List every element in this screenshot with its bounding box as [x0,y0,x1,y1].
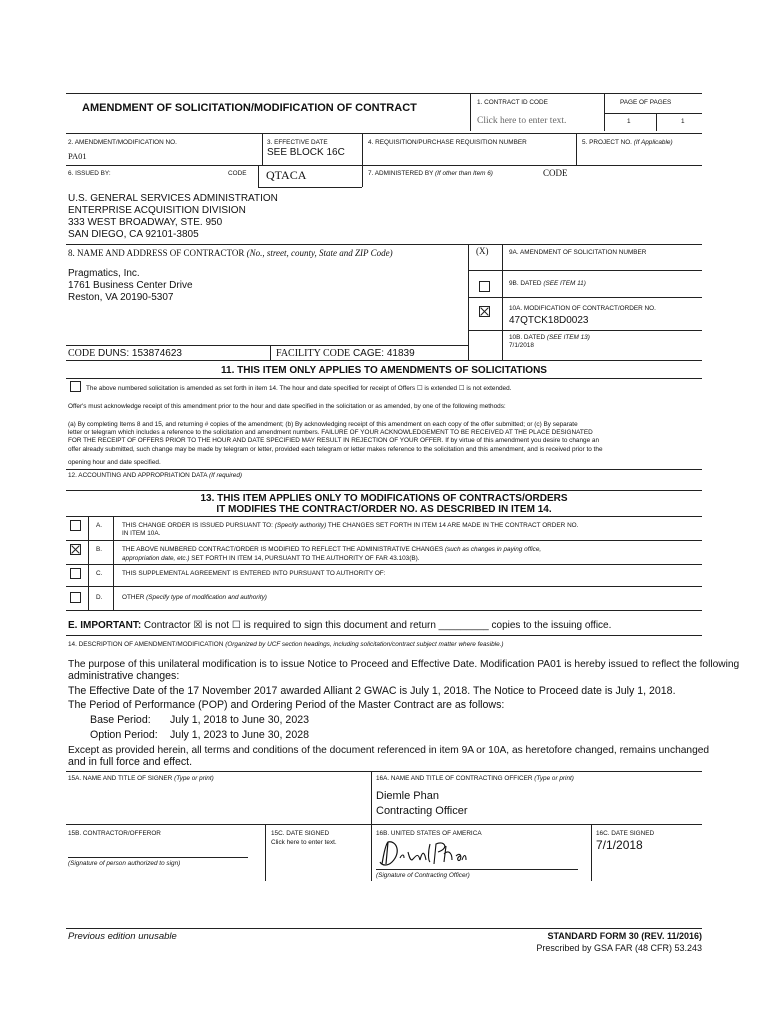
desc-para-2: The Effective Date of the 17 November 2017 awarded Alliant 2 GWAC is July 1, 2018. The Notice to Proceed date is July 1, 2018. [68,685,676,697]
desc-para-1a: The purpose of this unilateral modification is to issue Notice to Proceed and Effective Date. Modification PA01 is hereby issued to reflect the following [68,659,740,670]
item-16b-label: 16B. UNITED STATES OF AMERICA [376,830,482,837]
footer-prescribed-by: Prescribed by GSA FAR (48 CFR) 53.243 [536,943,702,953]
option-period-label: Option Period: [90,729,158,741]
duns-value: DUNS: 153874623 [98,348,182,359]
item-13b-letter: B. [96,546,103,553]
issued-by-label: 6. ISSUED BY: [68,170,111,177]
item-9b-text: 9B. DATED [509,280,542,287]
date-signed-field[interactable]: Click here to enter text. [271,839,337,846]
item-10a-label: 10A. MODIFICATION OF CONTRACT/ORDER NO. [509,305,656,312]
base-period-value: July 1, 2018 to June 30, 2023 [170,714,310,726]
section-11-line-1: The above numbered solicitation is amended as set forth in item 14. The hour and date specified for receipt of Offers ☐ is extended ☐ is not extended. [86,385,512,392]
option-period-value: July 1, 2023 to June 30, 2028 [170,729,310,741]
desc-para-3: The Period of Performance (POP) and Ordering Period of the Master Contract are as follows: [68,699,505,711]
section-11-para-2: letter or telegram which includes a reference to the solicitation and amendment numbers. FAILURE OF YOUR ACKNOWLEDGEMENT TO BE RECEIVED AT THE PLACE DESIGNATED [68,429,593,436]
item-16a-label [376,775,574,783]
item-13a-text-2: THE CHANGES SET FORTH IN ITEM 14 ARE MADE IN THE CONTRACT ORDER NO. [326,522,579,529]
item-16a-note: (Type or print) [534,775,574,782]
item-12-label [68,472,242,480]
item-13a-checkbox[interactable] [70,520,81,531]
officer-title: Contracting Officer [376,805,468,817]
item-10b-label [509,334,590,342]
contractor-line-1: Pragmatics, Inc. [68,268,140,279]
item-13b-text [122,546,541,554]
item-12-text: 12. ACCOUNTING AND APPROPRIATION DATA [68,472,208,479]
item-14-text: 14. DESCRIPTION OF AMENDMENT/MODIFICATION [68,641,224,648]
item-16a-text: 16A. NAME AND TITLE OF CONTRACTING OFFICER [376,775,533,782]
item-14-note: (Organized by UCF section headings, including solicitation/contract subject matter where feasible.) [225,641,504,648]
administered-by-note: (If other than Item 6) [435,170,493,177]
item-13b-note-1: (such as changes in paying office, [444,546,542,553]
item-9b-checkbox[interactable] [479,281,490,292]
signature-officer-note: (Signature of Contracting Officer) [376,872,470,879]
section-11-para-1: (a) By completing Items 8 and 15, and returning # copies of the amendment; (b) By acknowledging receipt of this amendment on each copy of the offer submitted; or (c) By separate [68,421,578,428]
item-13c-text: THIS SUPPLEMENTAL AGREEMENT IS ENTERED INTO PURSUANT TO AUTHORITY OF: [122,570,386,577]
administered-by-text: 7. ADMINISTERED BY [368,170,434,177]
item-13d-text-1: OTHER [122,594,147,601]
item-13d-checkbox[interactable] [70,592,81,603]
section-11-para-5: opening hour and date specified. [68,459,161,466]
section-11-checkbox[interactable] [70,381,81,392]
amendment-no-value: PA01 [68,151,87,161]
project-no-label-text: 5. PROJECT NO. [582,139,632,146]
item-9b-note: (SEE ITEM 11) [543,280,586,287]
date-signed-value: 7/1/2018 [596,838,643,852]
item-13c-checkbox[interactable] [70,568,81,579]
item-9a-label: 9A. AMENDMENT OF SOLICITATION NUMBER [509,249,647,256]
item-12-note: (If required) [208,472,243,479]
important-text: Contractor ☒ is not ☐ is required to sign this document and return _________ copies to the issuing office. [141,620,612,631]
item-15a-note: (Type or print) [174,775,214,782]
officer-signature [376,838,468,870]
item-13a-text-3: IN ITEM 10A. [122,530,161,537]
item-13a-text-1: THIS CHANGE ORDER IS ISSUED PURSUANT TO: [122,522,275,529]
section-13-title-2: IT MODIFIES THE CONTRACT/ORDER NO. AS DESCRIBED IN ITEM 14. [216,504,552,515]
item-9b-label [509,280,586,288]
item-13b-text-2: SET FORTH IN ITEM 14, PURSUANT TO THE AUTHORITY OF FAR 43.103(B). [189,555,420,562]
item-15c-label: 15C. DATE SIGNED [271,830,330,837]
x-mark-header: (X) [476,246,489,256]
item-13b-text-1: THE ABOVE NUMBERED CONTRACT/ORDER IS MODIFIED TO REFLECT THE ADMINISTRATIVE CHANGES [122,546,445,553]
item-13c-letter: C. [96,570,103,577]
form-title: AMENDMENT OF SOLICITATION/MODIFICATION OF CONTRACT [82,102,417,114]
requisition-label: 4. REQUISITION/PURCHASE REQUISITION NUMBER [368,139,527,146]
issued-by-code-label: CODE [228,170,247,177]
contractor-line-2: 1761 Business Center Drive [68,280,193,291]
duns-field [68,348,182,360]
item-10b-note: (SEE ITEM 13) [546,334,590,341]
item-16c-label: 16C. DATE SIGNED [596,830,655,837]
item-13d-letter: D. [96,594,103,601]
item-15a-label [68,775,214,783]
issuer-line-1: U.S. GENERAL SERVICES ADMINISTRATION [68,193,278,204]
desc-para-4a: Except as provided herein, all terms and conditions of the document referenced in item 9A or 10A, as heretofore changed, remains unchanged [68,745,710,756]
item-10b-text: 10B. DATED [509,334,546,341]
contractor-label-note: (No., street, county, State and ZIP Code) [246,248,393,258]
issuer-line-4: SAN DIEGO, CA 92101-3805 [68,229,199,240]
section-13-title-1: 13. THIS ITEM APPLIES ONLY TO MODIFICATIONS OF CONTRACTS/ORDERS [200,493,568,504]
item-13a-letter: A. [96,522,103,529]
section-11-para-4: offer already submitted, such change may be made by telegram or letter, provided each telegram or letter makes reference to the solicitation and this amendment, and is received prior to the [68,446,603,453]
item-10a-value: 47QTCK18D0023 [509,315,589,326]
section-11-title: 11. THIS ITEM ONLY APPLIES TO AMENDMENTS OF SOLICITATIONS [221,365,547,376]
signature-person-note: (Signature of person authorized to sign) [68,860,181,867]
footer-previous-edition: Previous edition unusable [68,931,177,942]
section-11-line-2: Offer's must acknowledge receipt of this amendment prior to the hour and date specified in the solicitation or as amended, by one of the following methods: [68,403,506,410]
contractor-line-3: Reston, VA 20190-5307 [68,292,174,303]
item-15b-label: 15B. CONTRACTOR/OFFEROR [68,830,161,837]
item-13a-text [122,522,578,530]
item-13d-note: (Specify type of modification and authority) [146,594,267,601]
item-13d-text [122,594,267,602]
item-15a-text: 15A. NAME AND TITLE OF SIGNER [68,775,173,782]
cage-field [276,348,415,360]
item-10a-checkbox[interactable] [479,306,490,317]
officer-name: Diemle Phan [376,790,439,802]
important-lead: E. IMPORTANT: [68,620,142,631]
contractor-label [68,248,393,259]
item-13b-text-cont [122,555,420,563]
effective-date-value: SEE BLOCK 16C [267,147,345,158]
item-10b-value: 7/1/2018 [509,342,534,349]
amendment-no-label: 2. AMENDMENT/MODIFICATION NO. [68,139,177,146]
project-no-note: (If Applicable) [633,139,673,146]
contract-id-label: 1. CONTRACT ID CODE [477,99,548,106]
desc-para-1b: administrative changes: [68,670,180,682]
section-11-para-3: FOR THE RECEIPT OF OFFERS PRIOR TO THE HOUR AND DATE SPECIFIED MAY RESULT IN REJECTION OF YOUR OFFER. If by virtue of this amendment you desire to change an [68,437,600,444]
item-14-label [68,641,504,649]
issued-by-code-value: QTACA [266,168,307,182]
cage-value: CAGE: 41839 [352,348,415,359]
facility-code-label: FACILITY CODE [276,348,351,359]
issuer-line-2: ENTERPRISE ACQUISITION DIVISION [68,205,246,216]
contract-id-field[interactable]: Click here to enter text. [477,116,567,126]
item-13b-note-2: appropriation date, etc.) [122,555,190,562]
administered-by-label [368,170,493,178]
page-of-pages-label: PAGE OF PAGES [620,99,672,106]
issuer-line-3: 333 WEST BROADWAY, STE. 950 [68,217,223,228]
project-no-label [582,139,673,147]
page-number: 1 [627,118,631,125]
duns-code-label: CODE [68,348,96,359]
effective-date-label: 3. EFFECTIVE DATE [267,139,328,146]
page-total: 1 [681,118,685,125]
contractor-label-text: 8. NAME AND ADDRESS OF CONTRACTOR [68,248,245,258]
desc-para-4b: and in full force and effect. [68,756,193,768]
item-13b-checkbox[interactable] [70,544,81,555]
administered-code-label: CODE [543,168,568,178]
base-period-label: Base Period: [90,714,151,726]
important-notice [68,620,611,632]
footer-form-number: STANDARD FORM 30 (REV. 11/2016) [547,931,702,941]
item-13a-note: (Specify authority) [274,522,327,529]
